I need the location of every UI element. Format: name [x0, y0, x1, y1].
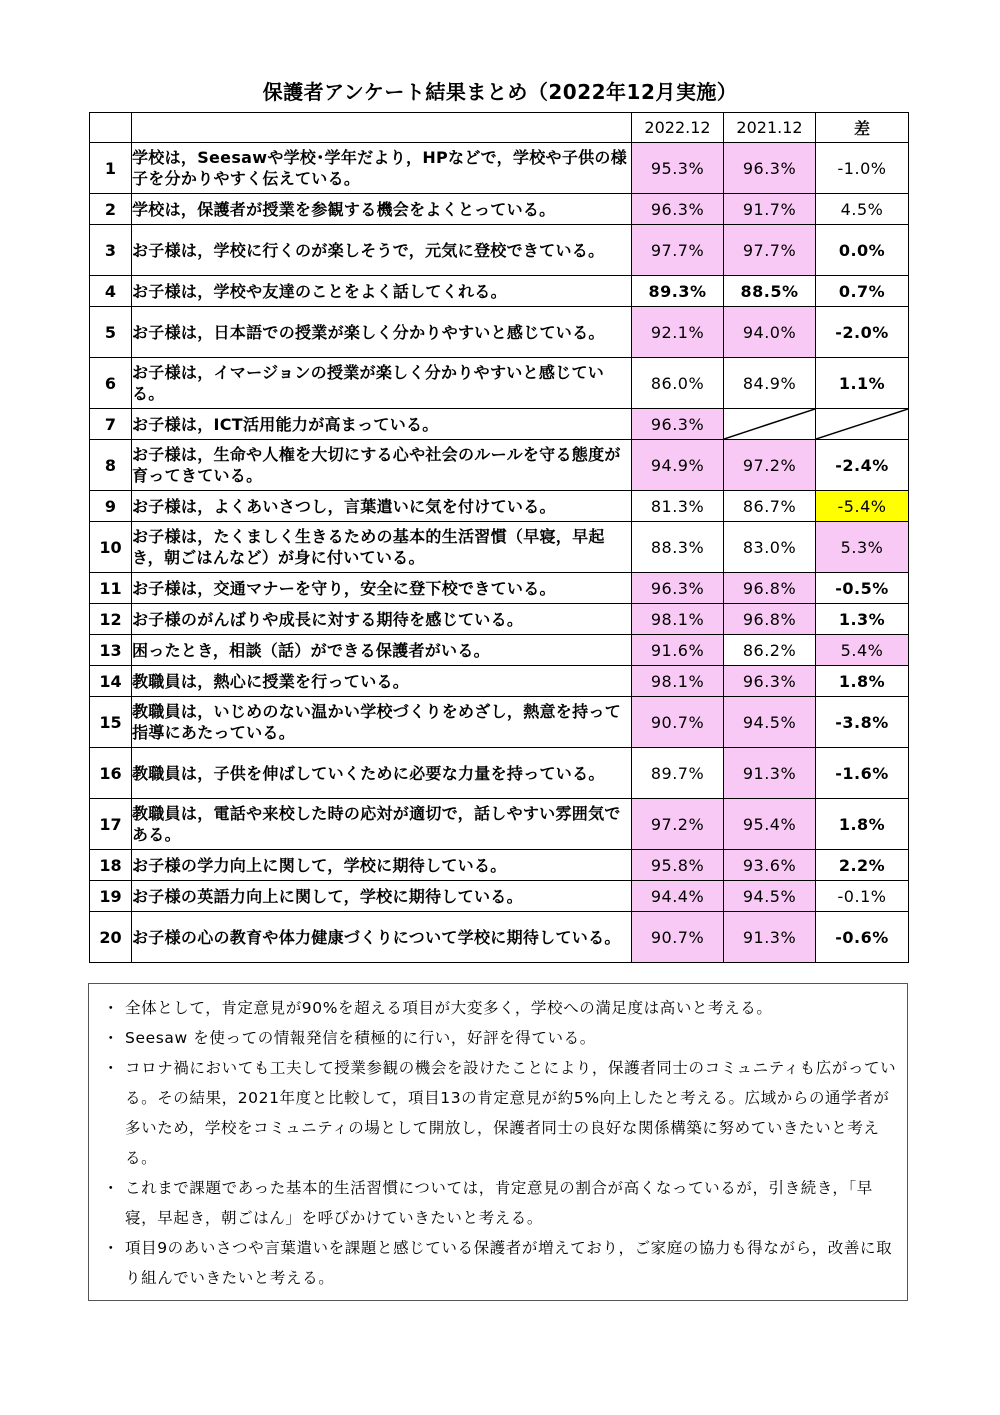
item-text: お子様の心の教育や体力健康づくりについて学校に期待している。 [132, 912, 632, 963]
item-number: 12 [90, 604, 132, 635]
list-item [103, 993, 897, 1023]
item-number: 20 [90, 912, 132, 963]
value-2022: 96.3% [632, 194, 724, 225]
survey-results-table [89, 112, 909, 963]
value-2022: 96.3% [632, 409, 724, 440]
value-2022: 98.1% [632, 604, 724, 635]
value-2021: 93.6% [724, 850, 816, 881]
item-text: 学校は，Seesawや学校･学年だより，HPなどで，学校や子供の様子を分かりやすく伝えている。 [132, 143, 632, 194]
item-text: お子様は，学校や友達のことをよく話してくれる。 [132, 276, 632, 307]
item-text: お子様は，たくましく生きるための基本的生活習慣（早寝，早起き，朝ごはんなど）が身に付いている。 [132, 522, 632, 573]
value-diff: 0.7% [816, 276, 909, 307]
value-2021: 96.3% [724, 143, 816, 194]
summary-notes-box [88, 983, 908, 1301]
header-diff: 差 [816, 113, 909, 143]
value-2021: 97.2% [724, 440, 816, 491]
table-row [90, 748, 909, 799]
item-text: お子様は，交通マナーを守り，安全に登下校できている。 [132, 573, 632, 604]
value-diff: -1.6% [816, 748, 909, 799]
item-number: 5 [90, 307, 132, 358]
item-number: 18 [90, 850, 132, 881]
table-row [90, 697, 909, 748]
header-item [132, 113, 632, 143]
value-diff: 0.0% [816, 225, 909, 276]
value-2022: 98.1% [632, 666, 724, 697]
header-2022: 2022.12 [632, 113, 724, 143]
item-number: 17 [90, 799, 132, 850]
value-2021: 88.5% [724, 276, 816, 307]
item-number: 8 [90, 440, 132, 491]
value-2021: 96.3% [724, 666, 816, 697]
value-2021: 91.3% [724, 912, 816, 963]
value-2021: 86.7% [724, 491, 816, 522]
item-number: 1 [90, 143, 132, 194]
item-text: 教職員は，電話や来校した時の応対が適切で，話しやすい雰囲気である。 [132, 799, 632, 850]
note-text: 全体として，肯定意見が90%を超える項目が大変多く，学校への満足度は高いと考える。 [125, 999, 773, 1017]
table-row [90, 491, 909, 522]
page-title: 保護者アンケート結果まとめ（2022年12月実施） [262, 80, 738, 104]
table-row [90, 409, 909, 440]
value-2022: 96.3% [632, 573, 724, 604]
diagonal-slash-icon [816, 409, 908, 439]
item-number: 19 [90, 881, 132, 912]
value-2022: 91.6% [632, 635, 724, 666]
table-row [90, 143, 909, 194]
value-diff: -0.1% [816, 881, 909, 912]
value-diff: 5.3% [816, 522, 909, 573]
value-diff: -2.0% [816, 307, 909, 358]
item-number: 11 [90, 573, 132, 604]
header-2021: 2021.12 [724, 113, 816, 143]
item-text: お子様は，日本語での授業が楽しく分かりやすいと感じている。 [132, 307, 632, 358]
bullet: ・ [103, 1239, 120, 1257]
value-diff: -2.4% [816, 440, 909, 491]
value-2021: 91.3% [724, 748, 816, 799]
item-text: お子様は，学校に行くのが楽しそうで，元気に登校できている。 [132, 225, 632, 276]
bullet: ・ [103, 1029, 120, 1047]
list-item [103, 1023, 897, 1053]
value-2021: 97.7% [724, 225, 816, 276]
item-text: 困ったとき，相談（話）ができる保護者がいる。 [132, 635, 632, 666]
table-row [90, 358, 909, 409]
bullet: ・ [103, 1059, 120, 1077]
table-row [90, 440, 909, 491]
item-number: 10 [90, 522, 132, 573]
value-diff: 2.2% [816, 850, 909, 881]
value-2021: 96.8% [724, 604, 816, 635]
item-number: 2 [90, 194, 132, 225]
value-diff-empty [816, 409, 909, 440]
value-diff: 1.8% [816, 799, 909, 850]
note-text: これまで課題であった基本的生活習慣については，肯定意見の割合が高くなっているが，引き続き，「早寝，早起き，朝ごはん」を呼びかけていきたいと考える。 [125, 1179, 873, 1227]
value-2021: 84.9% [724, 358, 816, 409]
table-row [90, 522, 909, 573]
list-item [103, 1233, 897, 1293]
value-2022: 90.7% [632, 697, 724, 748]
item-text: 学校は，保護者が授業を参観する機会をよくとっている。 [132, 194, 632, 225]
item-number: 15 [90, 697, 132, 748]
value-diff: 1.8% [816, 666, 909, 697]
note-text: 項目9のあいさつや言葉遣いを課題と感じている保護者が増えており，ご家庭の協力も得ながら，改善に取り組んでいきたいと考える。 [125, 1239, 893, 1287]
item-text: お子様の英語力向上に関して，学校に期待している。 [132, 881, 632, 912]
table-row [90, 307, 909, 358]
item-number: 4 [90, 276, 132, 307]
table-row [90, 850, 909, 881]
table-header-row [90, 113, 909, 143]
value-diff: 4.5% [816, 194, 909, 225]
table-row [90, 573, 909, 604]
table-row [90, 635, 909, 666]
value-diff: -1.0% [816, 143, 909, 194]
item-text: お子様は，よくあいさつし，言葉遣いに気を付けている。 [132, 491, 632, 522]
item-number: 14 [90, 666, 132, 697]
value-diff: 1.3% [816, 604, 909, 635]
bullet: ・ [103, 999, 120, 1017]
value-diff: 5.4% [816, 635, 909, 666]
item-text: 教職員は，子供を伸ばしていくために必要な力量を持っている。 [132, 748, 632, 799]
value-2021: 94.5% [724, 697, 816, 748]
value-2021: 95.4% [724, 799, 816, 850]
value-2022: 86.0% [632, 358, 724, 409]
value-2022: 88.3% [632, 522, 724, 573]
item-number: 13 [90, 635, 132, 666]
value-2021: 91.7% [724, 194, 816, 225]
item-text: お子様は，イマージョンの授業が楽しく分かりやすいと感じている。 [132, 358, 632, 409]
value-2022: 97.7% [632, 225, 724, 276]
value-diff: -3.8% [816, 697, 909, 748]
item-number: 9 [90, 491, 132, 522]
item-number: 16 [90, 748, 132, 799]
value-diff: -5.4% [816, 491, 909, 522]
table-row [90, 912, 909, 963]
value-2022: 92.1% [632, 307, 724, 358]
table-row [90, 194, 909, 225]
header-number [90, 113, 132, 143]
value-2022: 97.2% [632, 799, 724, 850]
value-2022: 89.3% [632, 276, 724, 307]
item-text: お子様の学力向上に関して，学校に期待している。 [132, 850, 632, 881]
value-2021: 94.0% [724, 307, 816, 358]
value-diff: 1.1% [816, 358, 909, 409]
item-text: お子様は，ICT活用能力が高まっている。 [132, 409, 632, 440]
item-text: お子様は，生命や人権を大切にする心や社会のルールを守る態度が育ってきている。 [132, 440, 632, 491]
item-number: 7 [90, 409, 132, 440]
value-2021: 83.0% [724, 522, 816, 573]
value-2022: 95.8% [632, 850, 724, 881]
value-2022: 95.3% [632, 143, 724, 194]
item-text: お子様のがんばりや成長に対する期待を感じている。 [132, 604, 632, 635]
table-row [90, 881, 909, 912]
table-row [90, 799, 909, 850]
value-2022: 94.9% [632, 440, 724, 491]
item-text: 教職員は，熱心に授業を行っている。 [132, 666, 632, 697]
item-number: 6 [90, 358, 132, 409]
table-row [90, 666, 909, 697]
note-text: Seesaw を使っての情報発信を積極的に行い，好評を得ている。 [125, 1029, 596, 1047]
table-row [90, 276, 909, 307]
item-number: 3 [90, 225, 132, 276]
value-diff: -0.6% [816, 912, 909, 963]
list-item [103, 1173, 897, 1233]
value-2021: 86.2% [724, 635, 816, 666]
item-text: 教職員は，いじめのない温かい学校づくりをめざし，熱意を持って指導にあたっている。 [132, 697, 632, 748]
diagonal-slash-icon [724, 409, 815, 439]
note-text: コロナ禍においても工夫して授業参観の機会を設けたことにより，保護者同士のコミュニティも広がっている。その結果，2021年度と比較して，項目13の肯定意見が約5%向上したと考える。広域からの通学者が多いため，学校をコミュニティの場として開放し，保護者同士の良好な関係構築に努めていきたいと考える。 [125, 1059, 897, 1167]
table-row [90, 225, 909, 276]
value-2021-empty [724, 409, 816, 440]
value-2022: 89.7% [632, 748, 724, 799]
value-diff: -0.5% [816, 573, 909, 604]
value-2022: 90.7% [632, 912, 724, 963]
bullet: ・ [103, 1179, 120, 1197]
value-2022: 94.4% [632, 881, 724, 912]
table-row [90, 604, 909, 635]
value-2021: 94.5% [724, 881, 816, 912]
value-2021: 96.8% [724, 573, 816, 604]
list-item [103, 1053, 897, 1173]
value-2022: 81.3% [632, 491, 724, 522]
